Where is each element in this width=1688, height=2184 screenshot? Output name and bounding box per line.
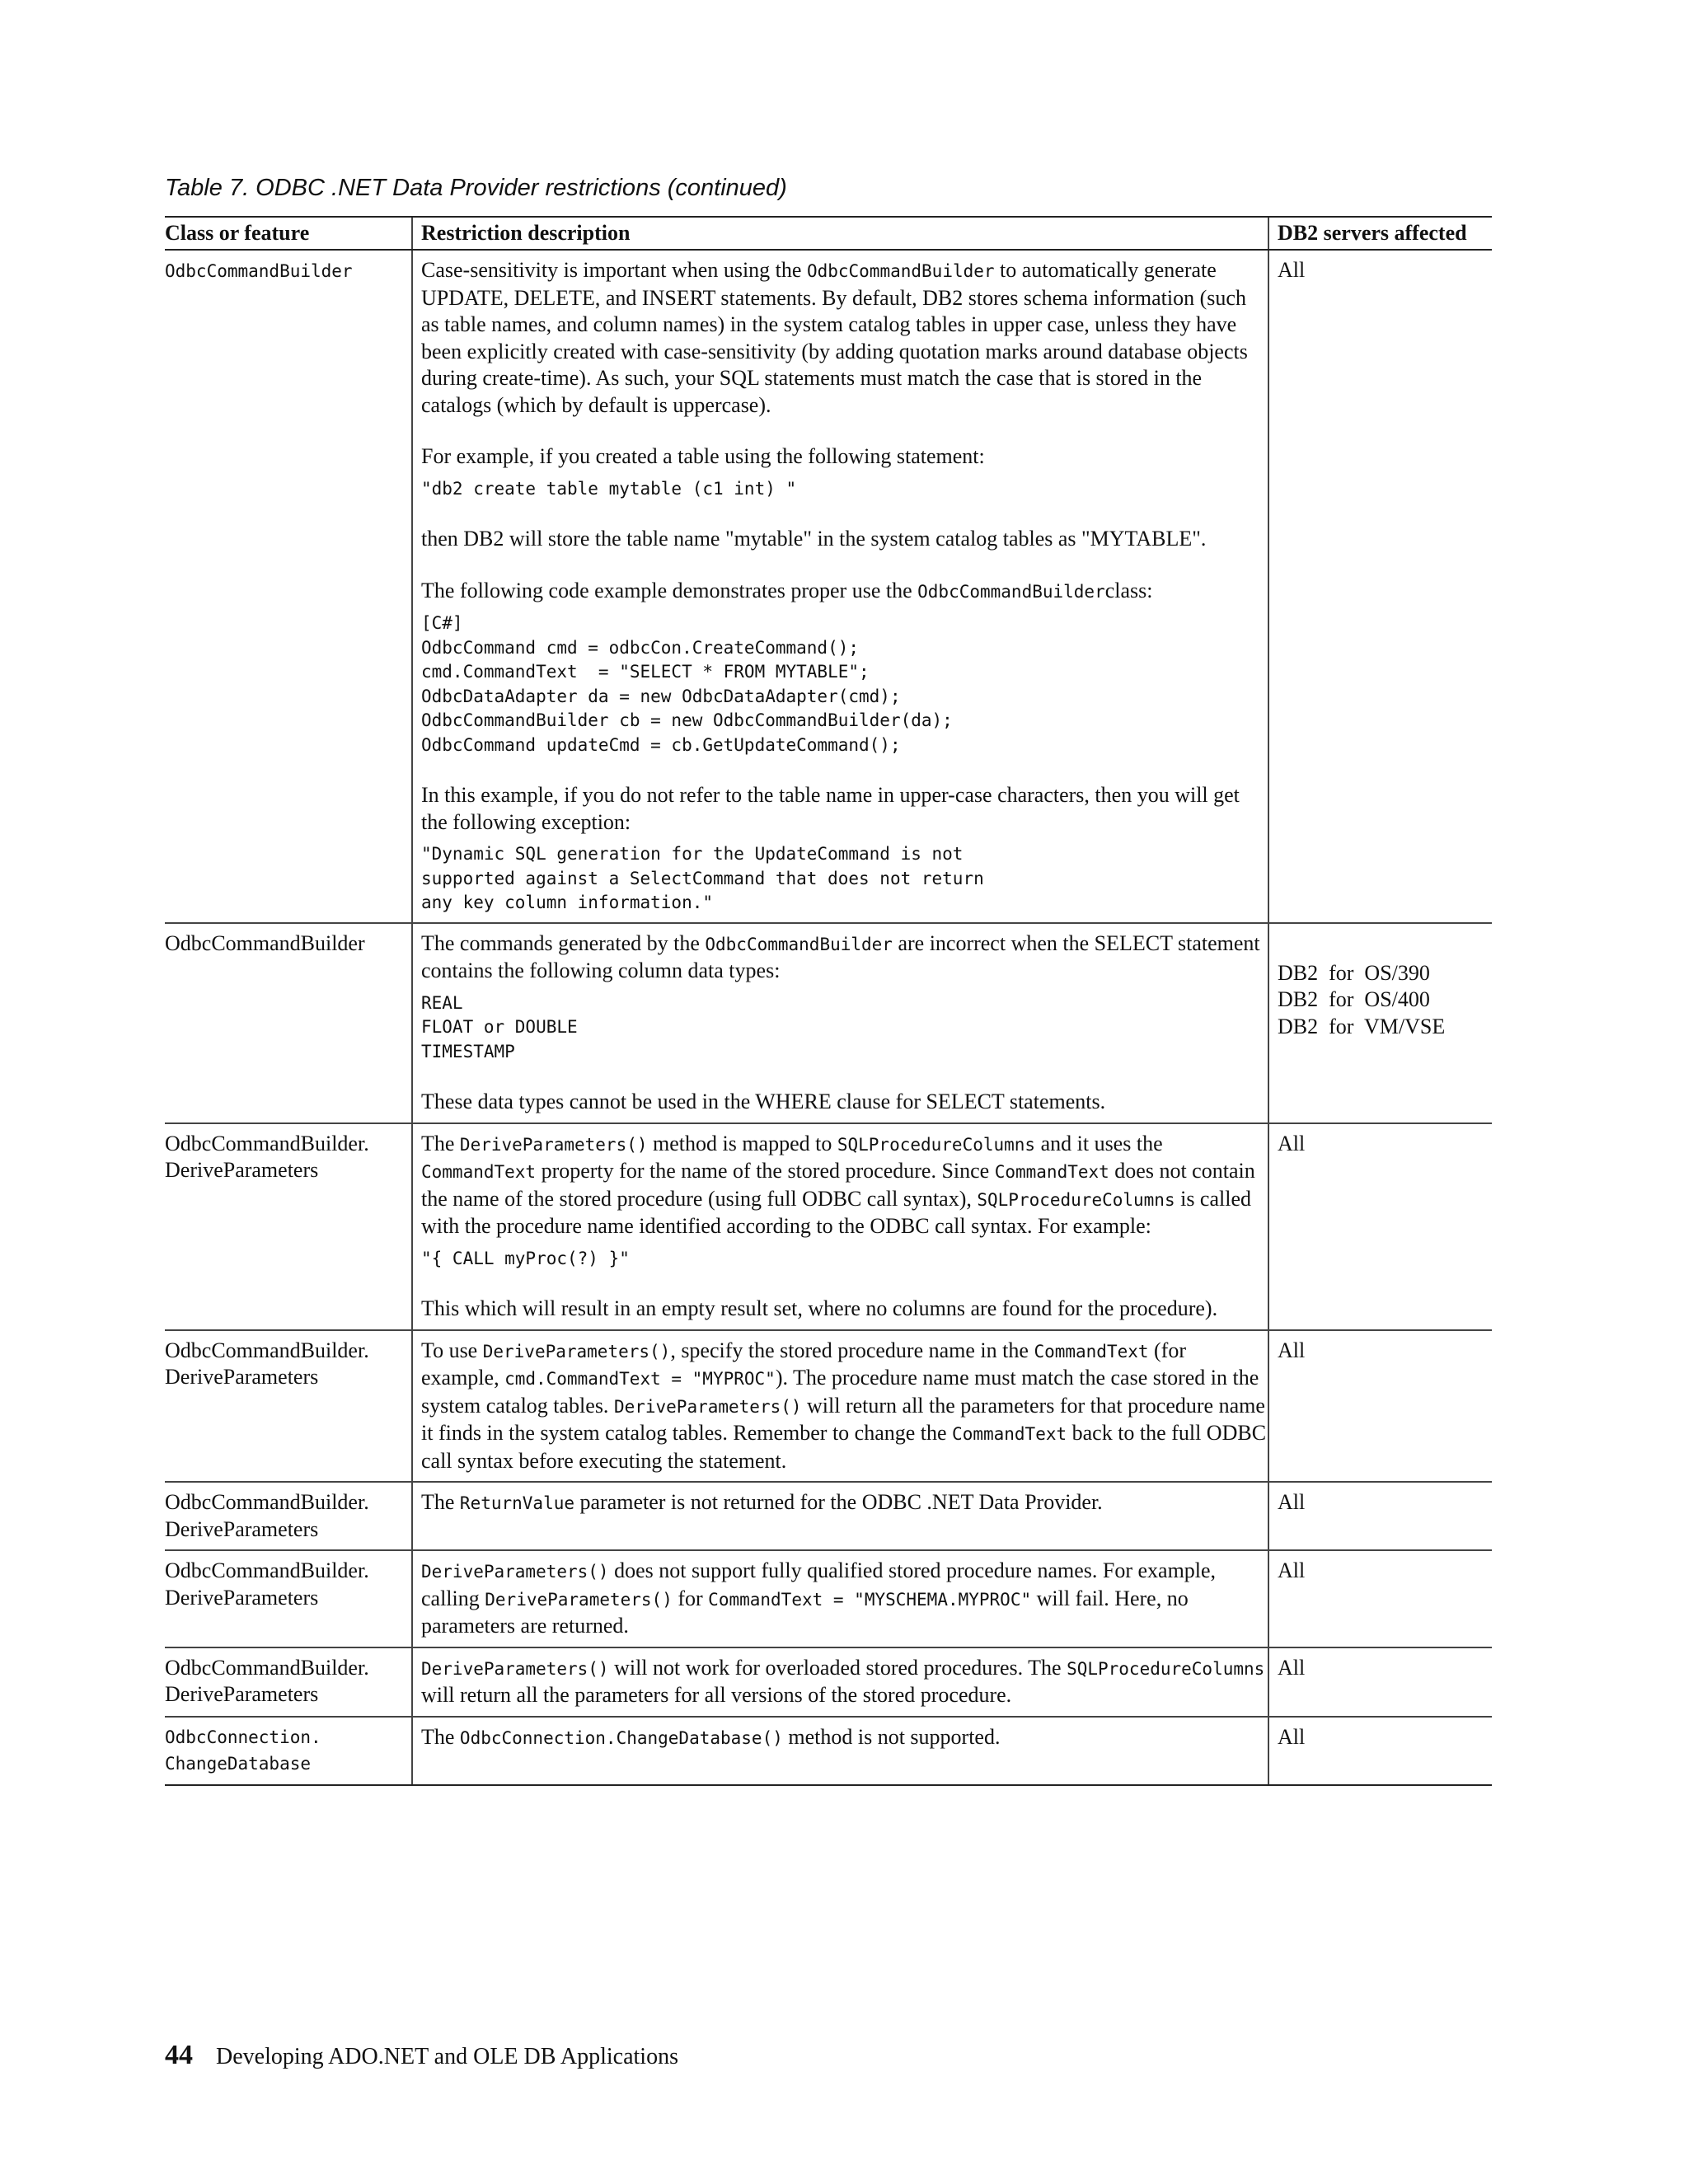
code-span: CommandText <box>1034 1341 1149 1361</box>
restriction-cell <box>412 923 1268 1123</box>
text-span: will return all the parameters for all versions of the stored procedure. <box>421 1683 1012 1707</box>
class-name: OdbcCommandBuilder <box>165 261 353 281</box>
code-block: "Dynamic SQL generation for the UpdateCommand is not supported against a SelectCommand that does not return any key column information." <box>421 844 984 912</box>
code-span: SQLProcedureColumns <box>1067 1658 1265 1679</box>
code-span: DeriveParameters() <box>613 1396 802 1417</box>
server-item: DB2 for OS/400 <box>1278 987 1430 1011</box>
class-name: OdbcCommandBuilder. <box>165 1490 369 1514</box>
restrictions-table <box>165 216 1492 1786</box>
class-cell <box>165 1123 412 1330</box>
class-cell <box>165 1550 412 1647</box>
text-span: class: <box>1104 578 1153 602</box>
text-span: to automatically generate UPDATE, DELETE, and INSERT statements. By default, DB2 stores schema information (such as table names, and column names) in the system catalog tables in upper case, unless they have been explicitly created with case-sensitivity (by adding quotation marks around database objects during create-time). As such, your SQL statements must match the case that is stored in the catalogs (which by default is uppercase). <box>421 258 1248 417</box>
restriction-cell <box>412 1647 1268 1717</box>
code-block: "db2 create table mytable (c1 int) " <box>421 478 797 499</box>
text-span: does not support fully qualified stored procedure names. For example, calling <box>421 1558 1217 1610</box>
text-span: are incorrect when the SELECT statement contains the following column data types: <box>421 930 1260 982</box>
code-span: DeriveParameters() <box>482 1341 671 1361</box>
restriction-paragraph: These data types cannot be used in the WHERE clause for SELECT statements. <box>421 1090 1106 1113</box>
class-cell <box>165 1717 412 1785</box>
restriction-paragraph <box>421 1338 1268 1475</box>
restriction-paragraph <box>421 257 1268 419</box>
text-span: method is mapped to <box>647 1131 837 1155</box>
class-name: OdbcCommandBuilder. <box>165 1338 369 1362</box>
restriction-paragraph: For example, if you created a table using the following statement: <box>421 444 985 468</box>
code-span: ReturnValue <box>459 1493 574 1513</box>
class-name: OdbcConnection. <box>165 1727 321 1747</box>
text-span: method is not supported. <box>782 1724 1001 1749</box>
class-name: DeriveParameters <box>165 1585 319 1610</box>
table-row <box>165 923 1492 1123</box>
restriction-paragraph: This which will result in an empty result set, where no columns are found for the procedure). <box>421 1296 1218 1320</box>
restriction-cell <box>412 1330 1268 1483</box>
text-span: will return all the parameters for that procedure name it finds in the system catalog tables. Remember to change the <box>421 1393 1265 1445</box>
text-span: property for the name of the stored procedure. Since <box>536 1159 995 1183</box>
code-span: OdbcCommandBuilder <box>705 934 893 954</box>
code-span: OdbcCommandBuilder <box>917 581 1105 602</box>
text-span: Case-sensitivity is important when using the <box>421 258 807 282</box>
restriction-cell <box>412 1123 1268 1330</box>
restriction-paragraph <box>421 1558 1268 1640</box>
restriction-cell <box>412 1482 1268 1550</box>
restriction-paragraph: In this example, if you do not refer to the table name in upper-case characters, then you will get the following exception: <box>421 783 1240 834</box>
text-span: , specify the stored procedure name in the <box>670 1338 1034 1362</box>
text-span: (for example, <box>421 1338 1186 1390</box>
table-header-row <box>165 217 1492 250</box>
table-row <box>165 1550 1492 1647</box>
text-span: The <box>421 1724 460 1749</box>
servers-cell: All <box>1268 1717 1492 1785</box>
restriction-paragraph <box>421 578 1268 606</box>
text-span: is called with the procedure name identified according to the ODBC call syntax. For example: <box>421 1186 1252 1238</box>
code-block: [C#] OdbcCommand cmd = odbcCon.CreateCommand(); cmd.CommandText = "SELECT * FROM MYTABLE"; OdbcDataAdapter da = new OdbcDataAdapter(cmd); OdbcCommandBuilder cb = new OdbcCommandBuilder(da); OdbcCommand updateCmd = cb.GetUpdateCommand(); <box>421 613 953 755</box>
code-span: CommandText <box>421 1162 537 1182</box>
table-row <box>165 1482 1492 1550</box>
code-span: CommandText <box>994 1162 1109 1182</box>
text-span: parameter is not returned for the ODBC .NET Data Provider. <box>574 1490 1103 1514</box>
class-name: DeriveParameters <box>165 1682 319 1706</box>
class-name: OdbcCommandBuilder. <box>165 1558 369 1582</box>
restriction-cell <box>412 250 1268 923</box>
server-item: DB2 for VM/VSE <box>1278 1014 1446 1038</box>
code-span: CommandText = "MYSCHEMA.MYPROC" <box>708 1589 1032 1610</box>
class-cell <box>165 1647 412 1717</box>
servers-cell: All <box>1268 1123 1492 1330</box>
class-name: DeriveParameters <box>165 1365 319 1389</box>
class-name: DeriveParameters <box>165 1158 319 1182</box>
code-span: SQLProcedureColumns <box>977 1189 1175 1210</box>
text-span: To use <box>421 1338 483 1362</box>
code-span: CommandText <box>952 1424 1067 1444</box>
code-span: DeriveParameters() <box>421 1562 609 1582</box>
header-restriction: Restriction description <box>412 217 1268 250</box>
server-list <box>1278 960 1492 1041</box>
class-name: ChangeDatabase <box>165 1754 312 1774</box>
restriction-paragraph <box>421 930 1268 985</box>
table-row <box>165 1330 1492 1483</box>
code-span: SQLProcedureColumns <box>837 1134 1036 1155</box>
text-span: ). The procedure name must match the case stored in the system catalog tables. <box>421 1366 1259 1418</box>
text-span: will fail. Here, no parameters are returned. <box>421 1586 1189 1638</box>
restriction-paragraph <box>421 1489 1268 1517</box>
text-span: for <box>672 1586 709 1610</box>
class-cell <box>165 1330 412 1483</box>
servers-cell: All <box>1268 1550 1492 1647</box>
text-span: The <box>421 1131 460 1155</box>
table-row <box>165 1647 1492 1717</box>
class-cell <box>165 1482 412 1550</box>
book-title: Developing ADO.NET and OLE DB Applications <box>216 2044 678 2069</box>
class-cell <box>165 250 412 923</box>
restriction-paragraph <box>421 1131 1268 1240</box>
text-span: and it uses the <box>1035 1131 1163 1155</box>
restriction-cell <box>412 1717 1268 1785</box>
code-span: OdbcCommandBuilder <box>806 261 995 281</box>
code-block: "{ CALL myProc(?) }" <box>421 1248 630 1268</box>
page-footer <box>165 2040 678 2071</box>
server-item: DB2 for OS/390 <box>1278 960 1430 985</box>
restriction-paragraph: then DB2 will store the table name "mytable" in the system catalog tables as "MYTABLE". <box>421 527 1207 551</box>
class-name: OdbcCommandBuilder. <box>165 1131 369 1155</box>
class-name: OdbcCommandBuilder. <box>165 1655 369 1680</box>
text-span: The following code example demonstrates proper use the <box>421 578 918 602</box>
text-span: back to the full ODBC call syntax before executing the statement. <box>421 1421 1267 1473</box>
code-span: DeriveParameters() <box>485 1589 673 1610</box>
text-span: The commands generated by the <box>421 930 706 955</box>
table-row <box>165 1717 1492 1785</box>
code-span: cmd.CommandText = "MYPROC" <box>504 1369 776 1389</box>
class-cell: OdbcCommandBuilder <box>165 923 412 1123</box>
restriction-paragraph <box>421 1724 1268 1752</box>
header-servers: DB2 servers affected <box>1268 217 1492 250</box>
code-span: OdbcConnection.ChangeDatabase() <box>459 1727 783 1748</box>
text-span: The <box>421 1490 460 1514</box>
text-span: does not contain the name of the stored procedure (using full ODBC call syntax), <box>421 1159 1255 1211</box>
code-block: REAL FLOAT or DOUBLE TIMESTAMP <box>421 992 578 1062</box>
code-span: DeriveParameters() <box>459 1134 648 1155</box>
text-span: will not work for overloaded stored procedures. The <box>608 1655 1067 1680</box>
class-name: DeriveParameters <box>165 1516 319 1541</box>
restriction-paragraph <box>421 1655 1268 1709</box>
servers-cell: All <box>1268 1330 1492 1483</box>
servers-cell <box>1268 923 1492 1123</box>
code-span: DeriveParameters() <box>421 1658 609 1679</box>
table-row <box>165 1123 1492 1330</box>
table-row <box>165 250 1492 923</box>
restriction-cell <box>412 1550 1268 1647</box>
servers-cell: All <box>1268 250 1492 923</box>
servers-cell: All <box>1268 1482 1492 1550</box>
page-number: 44 <box>165 2040 193 2070</box>
table-caption: Table 7. ODBC .NET Data Provider restrictions (continued) <box>165 175 787 201</box>
servers-cell: All <box>1268 1647 1492 1717</box>
header-class: Class or feature <box>165 217 412 250</box>
